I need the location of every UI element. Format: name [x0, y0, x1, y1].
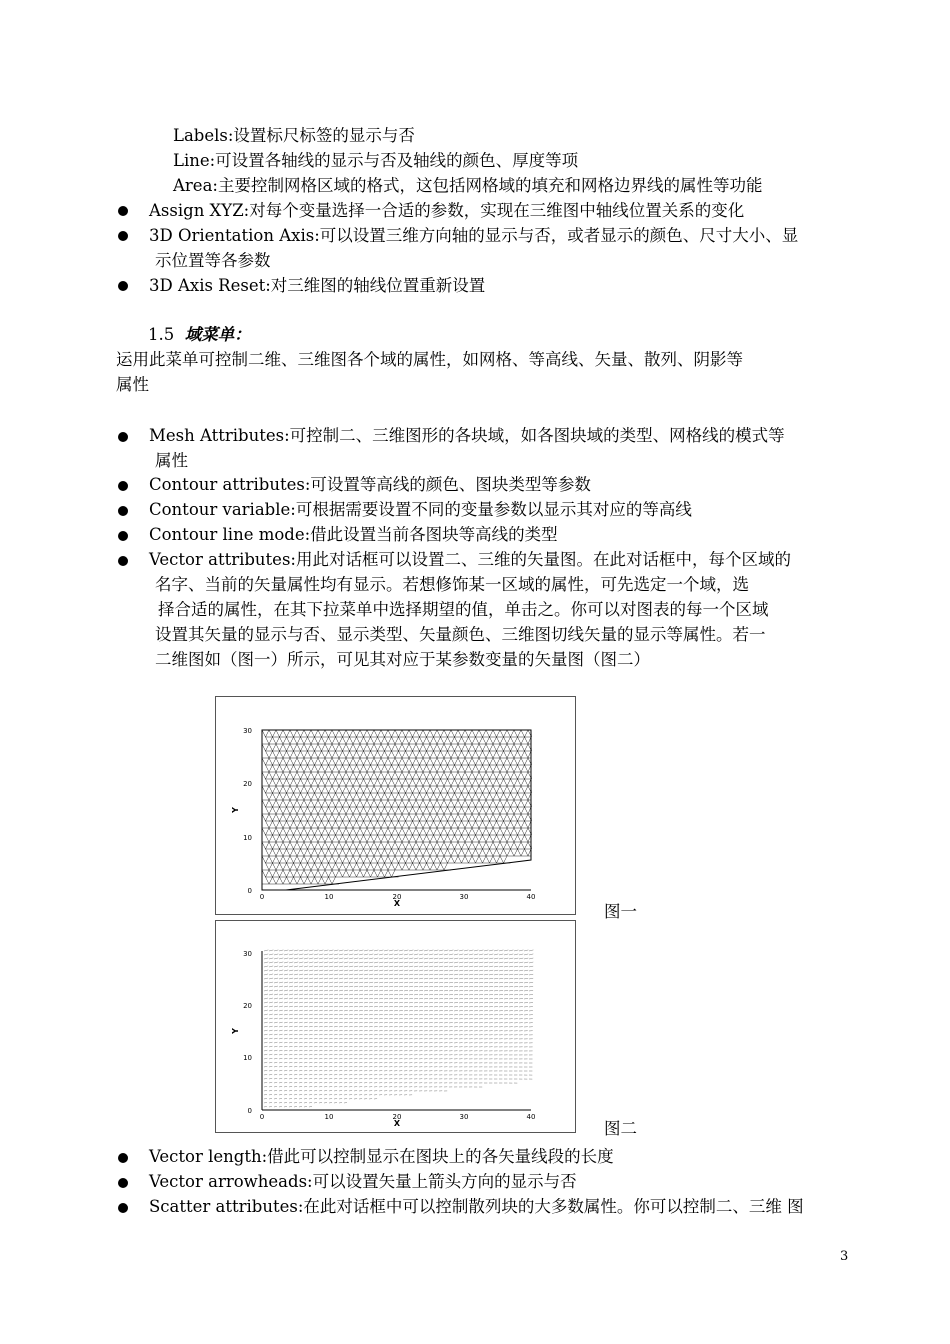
y-tick-label: 30 — [243, 727, 252, 735]
bullet-dot — [118, 281, 128, 291]
bullet-vector-attributes: Vector attributes:用此对话框可以设置二、三维的矢量图。在此对话框中，每个区域的 — [149, 550, 791, 569]
bullet-vector-length: Vector length:借此可以控制显示在图块上的各矢量线段的长度 — [149, 1147, 614, 1166]
bullet-vector-attributes-cont1: 名字、当前的矢量属性均有显示。若想修饰某一区域的属性，可先选定一个域，选 — [155, 575, 749, 594]
bullet-contour-line-mode: Contour line mode:借此设置当前各图块等高线的类型 — [149, 525, 558, 544]
bullet-dot — [118, 231, 128, 241]
figure-caption-1: 图一 — [604, 902, 637, 921]
bullet-dot — [118, 1153, 128, 1163]
bullet-dot — [118, 1178, 128, 1188]
x-axis-label: X — [393, 1119, 401, 1128]
vector-lines — [264, 950, 533, 1107]
section-title: 域菜单： — [184, 325, 251, 344]
y-tick-label: 0 — [247, 887, 252, 895]
x-axis-label: X — [393, 899, 401, 908]
bullet-assign-xyz: Assign XYZ:对每个变量选择一合适的参数，实现在三维图中轴线位置关系的变化 — [149, 201, 745, 220]
x-tick-label: 40 — [526, 893, 536, 901]
figure-mesh — [215, 696, 576, 915]
bullet-mesh-attributes-cont: 属性 — [155, 451, 188, 470]
text-area-item: Area:主要控制网格区域的格式，这包括网格域的填充和网格边界线的属性等功能 — [173, 176, 763, 195]
figure-vectors — [215, 920, 576, 1133]
bullet-dot — [118, 531, 128, 541]
x-tick-label: 30 — [459, 893, 469, 901]
bullet-dot — [118, 1203, 128, 1213]
x-tick-label: 10 — [324, 1113, 334, 1121]
section-number: 1.5 — [148, 325, 175, 344]
x-tick-label: 0 — [259, 893, 265, 901]
bullet-3d-orientation-axis-cont: 示位置等各参数 — [155, 251, 271, 270]
x-tick-label: 20 — [392, 1113, 402, 1121]
bullet-3d-axis-reset: 3D Axis Reset:对三维图的轴线位置重新设置 — [149, 276, 486, 295]
x-tick-label: 30 — [459, 1113, 469, 1121]
page-number: 3 — [840, 1249, 849, 1264]
text-line-item: Line:可设置各轴线的显示与否及轴线的颜色、厚度等项 — [173, 151, 579, 170]
y-tick-label: 20 — [243, 1002, 252, 1010]
x-tick-label: 10 — [324, 893, 334, 901]
bullet-scatter-attributes: Scatter attributes:在此对话框中可以控制散列块的大多数属性。你可以控制二、三维 图 — [149, 1197, 804, 1216]
bullet-3d-orientation-axis: 3D Orientation Axis:可以设置三维方向轴的显示与否，或者显示的颜色、尺寸大小、显 — [149, 226, 799, 245]
section-intro-line2: 属性 — [116, 375, 149, 394]
bullet-vector-attributes-cont4: 二维图如（图一）所示，可见其对应于某参数变量的矢量图（图二） — [155, 650, 650, 669]
bullet-contour-variable: Contour variable:可根据需要设置不同的变量参数以显示其对应的等高线 — [149, 500, 692, 519]
mesh-path — [262, 730, 532, 884]
bullet-vector-arrowheads: Vector arrowheads:可以设置矢量上箭头方向的显示与否 — [149, 1172, 577, 1191]
section-intro-line1: 运用此菜单可控制二维、三维图各个域的属性，如网格、等高线、矢量、散列、阴影等 — [116, 350, 743, 369]
mesh-lines — [262, 730, 532, 890]
text-labels-item: Labels:设置标尺标签的显示与否 — [173, 126, 415, 145]
y-tick-label: 10 — [243, 1054, 252, 1062]
mesh-plot — [216, 697, 575, 914]
bullet-vector-attributes-cont3: 设置其矢量的显示与否、显示类型、矢量颜色、三维图切线矢量的显示等属性。若一 — [155, 625, 766, 644]
bullet-contour-attributes: Contour attributes:可设置等高线的颜色、图块类型等参数 — [149, 475, 591, 494]
vector-plot — [216, 921, 575, 1132]
y-tick-label: 10 — [243, 834, 252, 842]
bullet-dot — [118, 481, 128, 491]
y-tick-label: 20 — [243, 780, 252, 788]
vector-path — [264, 950, 533, 1107]
bullet-dot — [118, 556, 128, 566]
figure-caption-2: 图二 — [604, 1119, 637, 1138]
y-axis-label: Y — [231, 1028, 240, 1034]
bullet-mesh-attributes: Mesh Attributes:可控制二、三维图形的各块域，如各图块域的类型、网格线的模式等 — [149, 426, 785, 445]
bullet-dot — [118, 432, 128, 442]
section-heading — [148, 323, 251, 347]
bullet-dot — [118, 506, 128, 516]
bullet-vector-attributes-cont2: 择合适的属性，在其下拉菜单中选择期望的值，单击之。你可以对图表的每一个区域 — [158, 600, 769, 619]
x-tick-label: 0 — [259, 1113, 265, 1121]
y-axis-label: Y — [231, 807, 240, 813]
x-tick-label: 20 — [392, 893, 402, 901]
x-tick-label: 40 — [526, 1113, 536, 1121]
mesh-boundary — [262, 730, 531, 890]
bullet-dot — [118, 206, 128, 216]
y-tick-label: 0 — [247, 1107, 252, 1115]
y-tick-label: 30 — [243, 950, 252, 958]
